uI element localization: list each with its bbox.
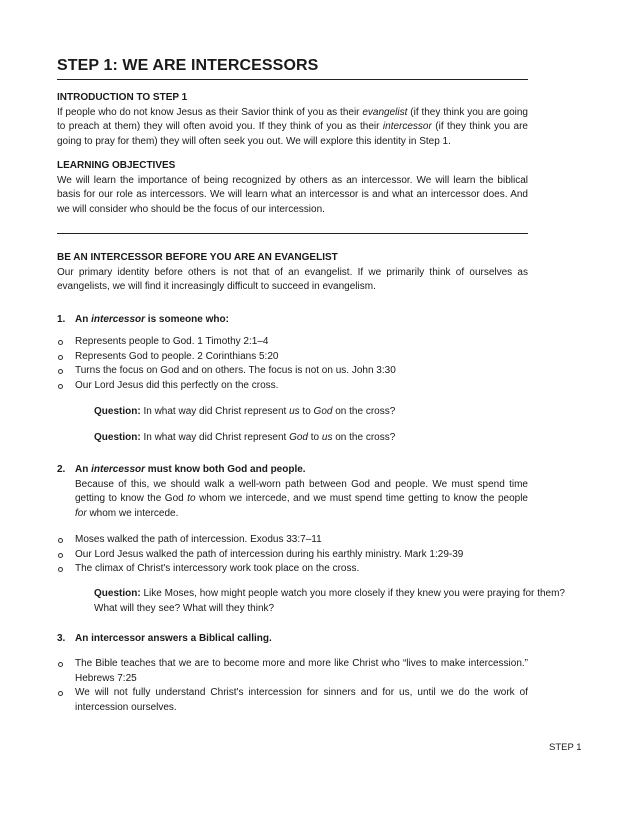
point-1-title-b: is someone who: [145, 314, 229, 325]
list-item-text: Turns the focus on God and on others. The focus is not on us. John 3:30 [75, 365, 396, 377]
point-1-title-a: An [75, 314, 92, 325]
point-2-em-to: to [187, 493, 196, 505]
point-2-question [57, 587, 565, 616]
question-text: In what way did Christ represent [140, 406, 290, 417]
intercessor-section [57, 251, 528, 295]
objectives-text: We will learn the importance of being recognized by others as an intercessor. We will learn the biblical basis for our role as intercessors. We will learn what an intercessor is and what an intercessor does. And we will consider who should be the focus of our intercession. [57, 174, 528, 215]
list-item-text: Represents God to people. 2 Corinthians 5:20 [75, 350, 279, 362]
question-text: to [307, 432, 322, 443]
bullet-icon [58, 538, 63, 543]
list-item [57, 335, 528, 350]
question-label: Question: [94, 432, 141, 443]
point-2-title [75, 463, 306, 478]
point-1-list [57, 335, 528, 393]
list-item-text: The climax of Christ's intercessory work took place on the cross. [75, 563, 360, 575]
list-item-text: The Bible teaches that we are to become more and more like Christ who “lives to make intercession.” Hebrews 7:25 [75, 658, 528, 684]
intro-text-1: If people who do not know Jesus as their Savior think of you as their [57, 106, 363, 118]
point-3-list-wrap [57, 657, 528, 715]
point-2-number: 2. [57, 464, 66, 475]
point-1-heading [57, 313, 528, 328]
intro-text-2: (if they think you are going to preach at them) they will often avoid you. If they think of you as their [57, 106, 528, 133]
list-item [57, 364, 528, 379]
point-1-question-2 [57, 431, 565, 446]
point-2-title-em: intercessor [91, 464, 146, 475]
point-2-list-wrap [57, 533, 528, 577]
intro-em-evangelist: evangelist [362, 106, 408, 118]
question-em: God [289, 432, 308, 443]
point-3-title: An intercessor answers a Biblical calling. [75, 633, 272, 644]
objectives-section [57, 159, 528, 217]
objectives-heading: LEARNING OBJECTIVES [57, 160, 176, 171]
list-item-text: Our Lord Jesus walked the path of intercession during his earthly ministry. Mark 1:29-39 [75, 548, 464, 560]
point-3-list [57, 657, 528, 715]
point-1-title [75, 313, 229, 328]
bullet-icon [58, 567, 63, 572]
point-1 [57, 313, 528, 328]
list-item-text: Represents people to God. 1 Timothy 2:1–4 [75, 336, 269, 347]
page-title: STEP 1: WE ARE INTERCESSORS [57, 57, 319, 74]
bullet-icon [58, 662, 63, 667]
point-3-number: 3. [57, 633, 66, 644]
list-item-text: Our Lord Jesus did this perfectly on the cross. [75, 379, 279, 391]
point-2-heading [57, 463, 528, 478]
point-1-title-em: intercessor [91, 314, 146, 325]
bullet-icon [58, 355, 63, 360]
document-page [57, 0, 565, 825]
list-item [57, 533, 528, 548]
bullet-icon [58, 691, 63, 696]
title-rule [57, 79, 528, 80]
bullet-icon [58, 369, 63, 374]
question-em: us [289, 406, 300, 417]
question-text: on the cross? [332, 432, 396, 443]
point-2-text-3: whom we intercede. [86, 507, 179, 519]
point-3-heading [57, 632, 528, 647]
question-label: Question: [94, 588, 141, 599]
question-em: us [321, 432, 333, 443]
intro-text [57, 106, 528, 150]
list-item [57, 686, 528, 715]
question-label: Question: [94, 406, 141, 417]
point-2-title-a: An [75, 464, 92, 475]
intro-text-3: (if they think you are going to pray for them) they will often seek you out. We will explore this identity in Step 1. [57, 121, 528, 147]
point-1-number: 1. [57, 314, 66, 325]
section-text: Our primary identity before others is not that of an evangelist. If we primarily think of ourselves as evangelists, we will find it increasingly difficult to succeed in evangelism. [57, 266, 528, 293]
list-item-text: We will not fully understand Christ's intercession for sinners and for us, until we do the work of intercession ourselves. [75, 687, 528, 713]
point-2-title-b: must know both God and people. [145, 464, 306, 475]
section-rule [57, 233, 528, 234]
point-2-text-1: Because of this, we should walk a well-worn path between God and people. We must spend time getting to know the God [75, 478, 528, 505]
list-item [57, 350, 528, 365]
section-heading: BE AN INTERCESSOR BEFORE YOU ARE AN EVANGELIST [57, 252, 338, 263]
question-text: on the cross? [332, 406, 396, 417]
list-item [57, 548, 528, 563]
point-2 [57, 463, 528, 521]
bullet-icon [58, 553, 63, 558]
bullet-icon [58, 340, 63, 345]
point-1-question-1 [57, 405, 565, 420]
question-em: God [313, 406, 333, 417]
list-item [57, 379, 528, 394]
intro-em-intercessor: intercessor [382, 121, 432, 133]
list-item [57, 562, 528, 577]
question-text: In what way did Christ represent [140, 432, 290, 443]
page-footer: STEP 1 [549, 742, 582, 753]
point-1-list-wrap [57, 335, 528, 393]
intro-heading: INTRODUCTION TO STEP 1 [57, 92, 188, 103]
list-item [57, 657, 528, 686]
question-text: Like Moses, how might people watch you more closely if they knew you were praying for them? What will they see? What will they think? [94, 588, 565, 614]
bullet-icon [58, 384, 63, 389]
point-2-em-for: for [75, 507, 87, 519]
point-2-text-2: whom we intercede, and we must spend time getting to know the people [195, 493, 528, 505]
intro-section [57, 91, 528, 149]
point-2-text [57, 478, 528, 522]
list-item-text: Moses walked the path of intercession. Exodus 33:7–11 [75, 534, 322, 545]
point-2-list [57, 533, 528, 577]
question-text: to [299, 406, 314, 417]
point-3 [57, 632, 528, 647]
